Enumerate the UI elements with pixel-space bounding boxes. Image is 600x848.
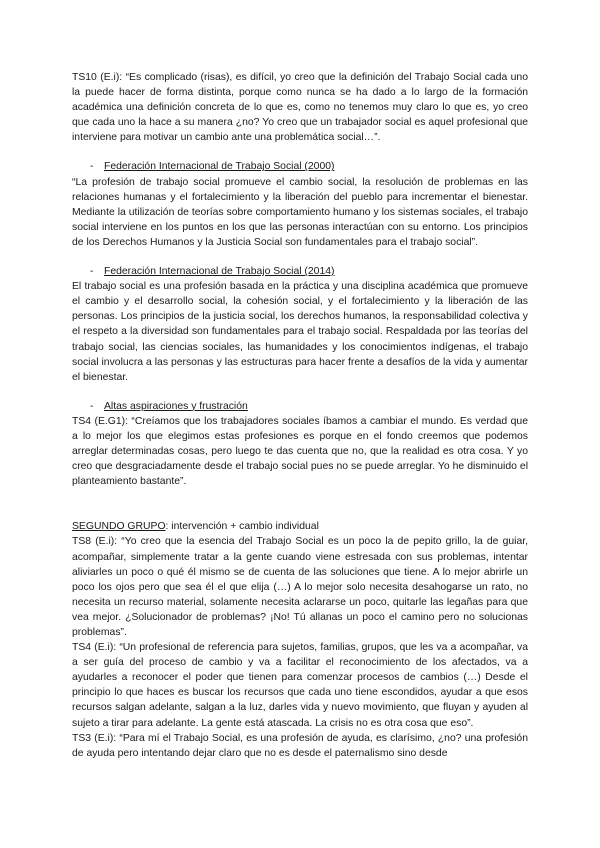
section-text-fits-2014: El trabajo social es una profesión basada en la práctica y una disciplina académica que promueve el cambio y el desarrollo social, la cohesión social, y el fortalecimiento y la liberación de las personas. Los principios de la justicia social, los derechos humanos, la responsabilidad colectiva y el respeto a la diversidad son fundamentales para el trabajo social. Respaldada por las teorías del trabajo social, las ciencias sociales, las humanidades y los conocimientos indígenas, el trabajo social involucra a las personas y las estructuras para hacer frente a desafíos de la vida y aumentar el bienestar. xyxy=(72,281,528,383)
intro-quote: TS10 (E.i): “Es complicado (risas), es difícil, yo creo que la definición del Trabajo Social cada uno la puede hacer de forma distinta, porque como nunca se ha dado a lo largo de la formación académica una definición concreta de lo que es, como no tenemos muy claro lo que es, yo creo que cada uno la hace a su manera ¿no? Yo creo que un trabajador social es aquel profesional que interviene para motivar un cambio ante una problemática social…”. xyxy=(72,72,528,144)
document-body xyxy=(72,70,528,761)
section-title: Altas aspiraciones y frustración xyxy=(104,400,248,412)
section-heading-aspiraciones: - Altas aspiraciones y frustración xyxy=(90,400,248,412)
section-title: Federación Internacional de Trabajo Social (2000) xyxy=(104,161,335,173)
section-heading-fits-2000: - Federación Internacional de Trabajo Social (2000) xyxy=(90,161,335,173)
section-heading-fits-2014: - Federación Internacional de Trabajo Social (2014) xyxy=(90,266,335,278)
section-title: Federación Internacional de Trabajo Social (2014) xyxy=(104,266,335,278)
group-heading xyxy=(72,519,528,534)
section-text-fits-2000: “La profesión de trabajo social promueve el cambio social, la resolución de problemas en las relaciones humanas y el fortalecimiento y la liberación del pueblo para incrementar el bienestar. Mediante la utilización de teorías sobre comportamiento humano y los sistemas sociales, el trabajo social interviene en los puntos en los que las personas interactúan con su entorno. Los principios de los Derechos Humanos y la Justicia Social son fundamentales para el trabajo social”. xyxy=(72,176,528,248)
group-paragraph-ts4: TS4 (E.i): “Un profesional de referencia para sujetos, familias, grupos, que les va a acompañar, va a ser guía del proceso de cambio y va a facilitar el reconocimiento de los afectados, va a ayudarles a reconocer el poder que tienen para comenzar procesos de cambios (…) Desde el principio lo que haces es buscar los recursos que cada uno tiene escondidos, ayudar a que esos recursos salgan adelante, salgan a la luz, darles vida y nuevo movimiento, que fluyan y ayuden al sujeto a tirar para adelante. La gente está atascada. La crisis no es otra cosa que eso”. xyxy=(72,642,528,729)
section-text-aspiraciones: TS4 (E.G1): “Creíamos que los trabajadores sociales íbamos a cambiar el mundo. Es verdad que a lo mejor los que elegimos estas profesiones es porque en el fondo creemos que podemos arreglar determinadas cosas, pero luego te das cuenta que no, que la realidad es otra cosa. Y yo creo que desgraciadamente desde el trabajo social pues no se puede arreglar. Yo he disminuido el planteamiento bastante”. xyxy=(72,415,528,488)
group-paragraph-ts3: TS3 (E.i): “Para mí el Trabajo Social, es una profesión de ayuda, es clarísimo, ¿no? una profesión de ayuda pero intentando dejar claro que no es desde el paternalismo sino desde xyxy=(72,732,528,759)
group-subtitle: : intervención + cambio individual xyxy=(165,521,319,533)
group-paragraph-ts8: TS8 (E.i): “Yo creo que la esencia del Trabajo Social es un poco la de pepito grillo, la de guiar, acompañar, simplemente tratar a la gente cuando viene estresada con sus problemas, intentar aliviarles un poco o qué él mismo se de cuenta de las soluciones que tiene. A lo mejor abrirle un poco los ojos pero que sea él el que elija (…) A lo mejor solo necesita desahogarse un rato, no necesita un recurso material, solamente necesita aclararse un poco, quitarle las legañas para que vea mejor. ¿Solucionador de problemas? ¡No! Tú allanas un poco el camino pero no solucionas problemas”. xyxy=(72,536,528,638)
group-title: SEGUNDO GRUPO xyxy=(72,521,166,533)
